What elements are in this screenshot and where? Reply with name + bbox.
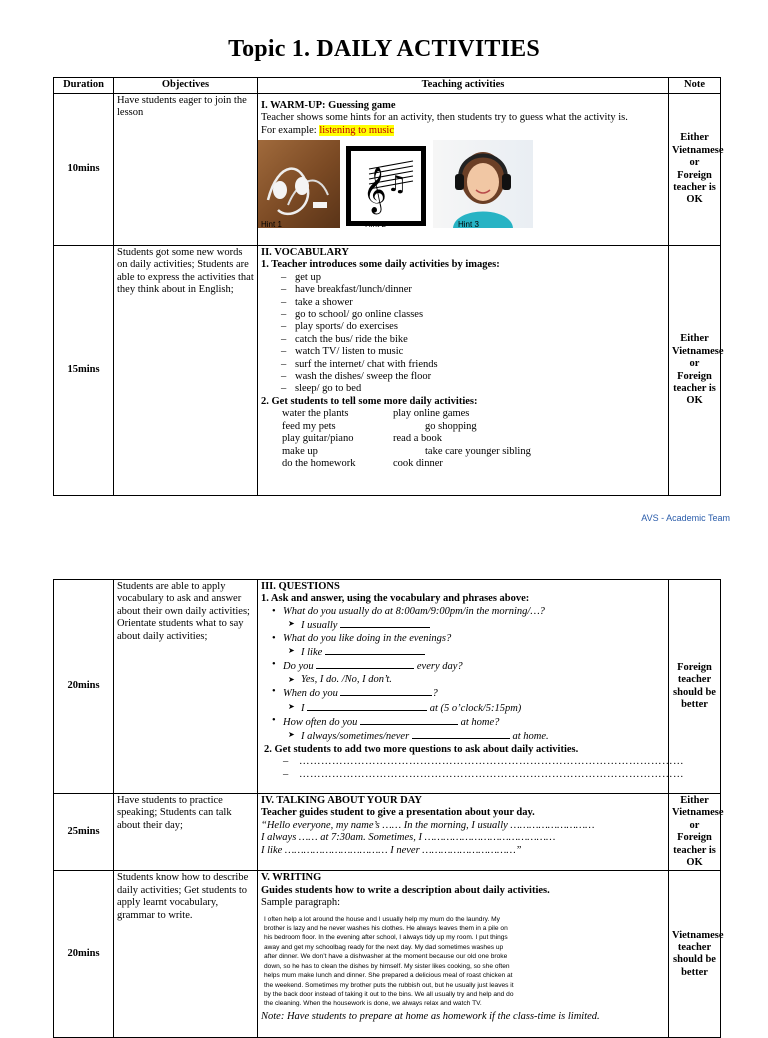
earphones-image — [258, 140, 340, 228]
answer — [261, 645, 665, 659]
objectives-cell: Students are able to apply vocabulary to ask and answer about their own daily activities; Orientate students what to say about daily activities; — [114, 580, 258, 794]
objectives-cell: Have students eager to join the lesson — [114, 94, 258, 246]
activities-cell — [258, 94, 669, 246]
hint-label: Hint 1 — [261, 220, 282, 230]
subheading: 1. Ask and answer, using the vocabulary and phrases above: — [261, 593, 530, 605]
example-prefix: For example: — [261, 124, 320, 136]
list-item: read a book — [393, 433, 442, 445]
question-text: How often do you — [283, 717, 358, 729]
headphones-icon — [433, 140, 533, 228]
dotted-line: – …………………………………………………………………………………………… — [261, 756, 665, 768]
warmup-text: Teacher shows some hints for an activity, then students try to guess what the activity is. — [261, 112, 628, 124]
template-line: I always …… at 7:30am. Sometimes, I …………………………………… — [261, 832, 556, 844]
section-heading: II. VOCABULARY — [261, 247, 349, 258]
lesson-table-1 — [53, 77, 724, 496]
answer-text: at (5 o’clock/5:15pm) — [429, 702, 522, 714]
writing-note: Note: Have students to prepare at home as homework if the class-time is limited. — [261, 1010, 600, 1022]
activities-cell — [258, 871, 669, 1038]
example-line — [261, 125, 665, 137]
list-item: – surf the internet/ chat with friends — [261, 359, 665, 371]
activities-cell — [258, 246, 669, 496]
question-list — [261, 659, 665, 673]
blank-line — [412, 729, 510, 739]
list-item: take care younger sibling — [425, 445, 531, 457]
list-item: cook dinner — [393, 457, 443, 469]
list-item: – play sports/ do exercises — [261, 321, 665, 333]
list-item: feed my pets — [282, 420, 336, 432]
section-heading: IV. TALKING ABOUT YOUR DAY — [261, 795, 422, 806]
subheading: 2. Get students to add two more questions to ask about daily activities. — [264, 743, 579, 755]
question — [261, 659, 665, 673]
blank-line — [307, 701, 427, 711]
note-cell: Foreign teacher should be better — [669, 580, 721, 794]
list-item: – wash the dishes/ sweep the floor — [261, 371, 665, 383]
question: • What do you usually do at 8:00am/9:00pm/in the morning/…? — [261, 606, 665, 618]
header-objectives: Objectives — [114, 78, 258, 94]
section-heading: I. WARM-UP: Guessing game — [261, 100, 396, 111]
music-notes-icon — [351, 151, 421, 221]
question-list — [261, 633, 665, 645]
svg-text:𝄞: 𝄞 — [363, 167, 387, 214]
list-item: – take a shower — [261, 297, 665, 309]
dotted-line: – …………………………………………………………………………………………… — [261, 769, 665, 781]
answer — [261, 618, 665, 632]
question: • When do you ? — [261, 686, 665, 700]
question-text: When do you — [283, 688, 338, 700]
sample-paragraph: I often help a lot around the house and I usually help my mum do the laundry. My brother is lazy and he never washes his clothes. He always leaves them in a pile on his bedroom floor. In the evening after school, I always tidy up my room. I put things away and get my schoolbag ready for the next day. My dad sometimes washes up after dinner. We don’t have a dishwasher at the moment because our old one broke down, so he has to clean the dishes by himself. My sister likes cooking, so she often helps mum make lunch and dinner. She prepared a delicious meal of roast chicken at the weekend. Sometimes my brother puts the rubbish out, but he usually just leaves it by the back door instead of taking it out to the bins. We all usually try and help and do the cleaning. When the housework is done, we always relax and watch TV. — [264, 915, 514, 1008]
answer-text: I — [301, 702, 305, 714]
duration-cell: 20mins — [54, 871, 114, 1038]
list-item: – go to school/ go online classes — [261, 309, 665, 321]
answer: ➤ Yes, I do. /No, I don’t. — [261, 674, 665, 686]
answer-text: I usually — [301, 620, 338, 632]
lesson-table-2 — [53, 579, 724, 1038]
list-item: – sleep/ go to bed — [261, 383, 665, 395]
list-item: play online games — [393, 408, 470, 420]
note-cell: Either Vietnamese or Foreign teacher is OK — [669, 246, 721, 496]
activities-cell — [258, 580, 684, 794]
question-text: every day? — [416, 661, 463, 673]
question — [261, 715, 665, 729]
table-row — [54, 794, 721, 871]
duration-cell: 25mins — [54, 794, 114, 871]
subheading: Teacher guides student to give a presentation about your day. — [261, 807, 535, 819]
question-list — [261, 606, 665, 618]
footer-text: AVS - Academic Team — [641, 513, 730, 523]
table-row — [54, 580, 721, 794]
sample-label: Sample paragraph: — [261, 897, 341, 909]
music-note-image — [346, 146, 426, 226]
answer-text: I always/sometimes/never — [301, 731, 410, 743]
table-row — [54, 246, 721, 496]
earphones-icon — [258, 140, 340, 228]
blank-line — [340, 686, 432, 696]
template-line: “Hello everyone, my name’s …… In the morning, I usually ……………………… — [261, 819, 595, 831]
list-item: go shopping — [425, 420, 477, 432]
list-item: water the plants — [282, 408, 349, 420]
hint-label: Hint 2 — [365, 220, 386, 230]
answer-text: I like — [301, 647, 323, 659]
note-cell: Either Vietnamese or Foreign teacher is OK — [669, 794, 721, 871]
list-item: – have breakfast/lunch/dinner — [261, 284, 665, 296]
header-row — [54, 78, 721, 94]
question-text: Do you — [283, 661, 314, 673]
table-row — [54, 94, 721, 246]
hint-images — [261, 140, 665, 230]
hint-label: Hint 3 — [458, 220, 479, 230]
section-heading: III. QUESTIONS — [261, 581, 340, 592]
question: • What do you like doing in the evenings? — [261, 633, 665, 645]
answer — [261, 729, 665, 743]
list-item: – get up — [261, 272, 665, 284]
objectives-cell: Students got some new words on daily activities; Students are able to express the activities that they think about in English; — [114, 246, 258, 496]
note-cell: Either Vietnamese or Foreign teacher is OK — [669, 94, 721, 246]
list-item: do the homework — [282, 457, 356, 469]
blank-line — [325, 645, 425, 655]
question-list — [261, 715, 665, 729]
list-item: – watch TV/ listen to music — [261, 346, 665, 358]
svg-text:♫: ♫ — [387, 172, 407, 198]
duration-cell: 10mins — [54, 94, 114, 246]
objectives-cell: Students know how to describe daily activities; Get students to apply learnt vocabulary, grammar to write. — [114, 871, 258, 1038]
blank-line — [360, 715, 458, 725]
answer — [261, 701, 665, 715]
question-list — [261, 686, 665, 700]
blank-line — [316, 659, 414, 669]
question-text: at home? — [460, 717, 500, 729]
note-cell: Vietnamese teacher should be better — [669, 871, 721, 1038]
header-duration: Duration — [54, 78, 114, 94]
subheading: Guides students how to write a description about daily activities. — [261, 884, 550, 896]
more-activities — [261, 408, 665, 470]
example-highlight: listening to music — [319, 124, 394, 136]
duration-cell: 15mins — [54, 246, 114, 496]
page-title: Topic 1. DAILY ACTIVITIES — [228, 36, 540, 62]
blank-line — [340, 618, 430, 628]
subheading: 1. Teacher introduces some daily activities by images: — [261, 259, 500, 271]
header-note: Note — [669, 78, 721, 94]
table-row — [54, 871, 721, 1038]
template-line: I like …………………………… I never …………………………” — [261, 844, 522, 856]
list-item: – catch the bus/ ride the bike — [261, 334, 665, 346]
activities-cell — [258, 794, 669, 871]
subheading: 2. Get students to tell some more daily activities: — [261, 395, 478, 407]
section-heading: V. WRITING — [261, 872, 322, 884]
objectives-cell: Have students to practice speaking; Students can talk about their day; — [114, 794, 258, 871]
duration-cell: 20mins — [54, 580, 114, 794]
list-item: play guitar/piano — [282, 433, 354, 445]
girl-headphones-image — [433, 140, 533, 228]
list-item: make up — [282, 445, 318, 457]
vocabulary-list — [261, 272, 665, 396]
answer-text: at home. — [512, 731, 549, 743]
header-activities: Teaching activities — [258, 78, 669, 94]
